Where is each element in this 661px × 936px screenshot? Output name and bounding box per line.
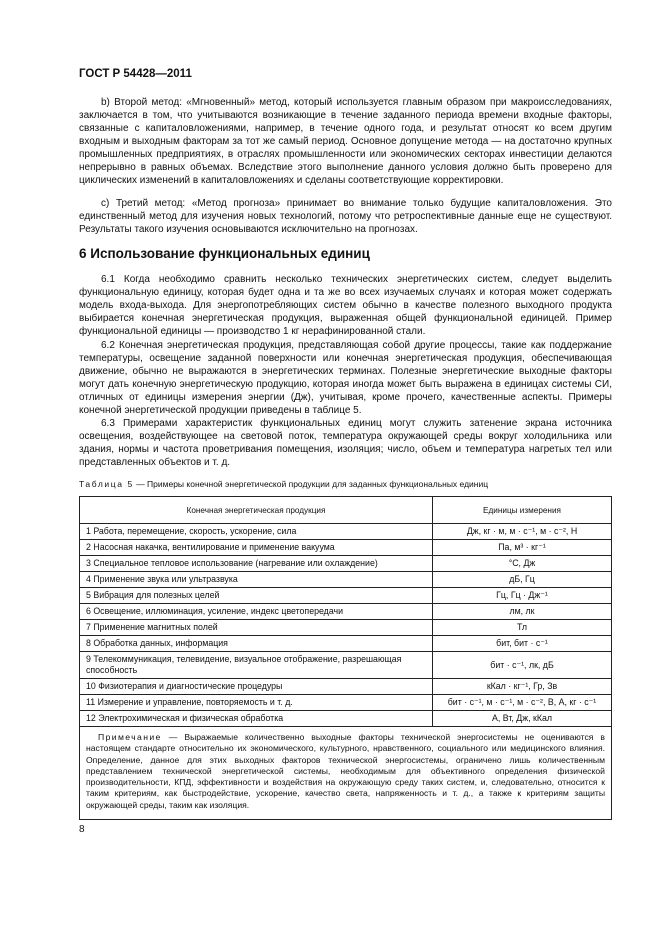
table-row	[80, 572, 612, 588]
note-label: Примечание	[98, 732, 162, 742]
product-cell: 3 Специальное тепловое использование (нагревание или охлаждение)	[80, 556, 433, 572]
product-cell: 9 Телекоммуникация, телевидение, визуальное отображение, разрешающая способность	[80, 652, 433, 679]
table-row	[80, 604, 612, 620]
units-cell: °С, Дж	[433, 556, 612, 572]
energy-products-table	[79, 496, 612, 820]
product-cell: 8 Обработка данных, информация	[80, 636, 433, 652]
table-row	[80, 556, 612, 572]
document-header: ГОСТ Р 54428—2011	[79, 68, 192, 80]
units-cell: дБ, Гц	[433, 572, 612, 588]
product-cell: 4 Применение звука или ультразвука	[80, 572, 433, 588]
product-cell: 2 Насосная накачка, вентилирование и применение вакуума	[80, 540, 433, 556]
product-cell: 12 Электрохимическая и физическая обработка	[80, 711, 433, 727]
units-cell: лм, лк	[433, 604, 612, 620]
product-cell: 7 Применение магнитных полей	[80, 620, 433, 636]
table-row	[80, 695, 612, 711]
note-text: — Выражаемые количественно выходные факторы технической энергосистемы не оцениваются в настоящем стандарте относительно их экономического, культурного, нравственного, социального или медицинского влияния. Определение, данное для этих выходных факторов технической энергосистемы, ограничено лишь количественным представлением технической энергетической системы, необходимым для объективного определения физической производительности, КПД, эффективности и воздействия на окружающую среду таких систем, и, следовательно, относится к таким критериям, как быстродействие, ускорение, качество света, напряженность и т. д., а также к критериям защиты окружающей среды, таким как изоляция.	[86, 732, 605, 810]
product-cell: 6 Освещение, иллюминация, усиление, индекс цветопередачи	[80, 604, 433, 620]
paragraph-6-3: 6.3 Примерами характеристик функциональных единиц могут служить затенение экрана источника освещения, воздействующее на световой поток, температура окружающей среды вокруг холодильника или здания, нормы и частота проветривания помещения, изоляция; число, объем и температура нагретых тел или представленных объектов и т. д.	[79, 418, 612, 468]
units-cell: бит · с⁻¹, м · с⁻¹, м · с⁻², В, А, кг · с⁻¹	[433, 695, 612, 711]
table-row	[80, 524, 612, 540]
product-cell: 5 Вибрация для полезных целей	[80, 588, 433, 604]
page-number: 8	[79, 824, 85, 835]
table-row	[80, 652, 612, 679]
table-row	[80, 636, 612, 652]
units-cell: Гц, Гц · Дж⁻¹	[433, 588, 612, 604]
table-row	[80, 540, 612, 556]
section-title: 6 Использование функциональных единиц	[79, 246, 370, 261]
product-cell: 11 Измерение и управление, повторяемость и т. д.	[80, 695, 433, 711]
table-note-row	[80, 727, 612, 820]
units-cell: Па, м³ · кг⁻¹	[433, 540, 612, 556]
paragraph-method-b: b) Второй метод: «Мгновенный» метод, который используется главным образом при макроисследованиях, заключается в том, что учитываются возникающие в течение заданного периода времени входные факторы, связанные с капиталовложениями, например, в течение одного года, и результат относят ко всем другим входным и выходным факторам за тот же самый период. Основное допущение метода — на достаточно крупных промышленных предприятиях, в отраслях промышленности или экономических секторах инвестиции делаются непрерывно в равных объемах. Вследствие этого выполнение данного условия должно быть проверено для циклических изменений в капиталовложениях и сделаны соответствующие корректировки.	[79, 97, 612, 186]
table-row	[80, 620, 612, 636]
column-header-units: Единицы измерения	[433, 497, 612, 524]
paragraph-6-1: 6.1 Когда необходимо сравнить несколько технических энергетических систем, следует выделить функциональную единицу, которая будет одна и та же во всех изучаемых случаях и которая может содержать модель входа-выхода. Для энергопотребляющих систем обычно в качестве полезного выходного продукта выбирается конечная энергетическая продукция, выраженная общей функциональной единицей. Пример функциональной единицы — производство 1 кг нерафинированной стали.	[79, 274, 612, 337]
units-cell: бит · с⁻¹, лк, дБ	[433, 652, 612, 679]
units-cell: Дж, кг · м, м · с⁻¹, м · с⁻², Н	[433, 524, 612, 540]
product-cell: 10 Физиотерапия и диагностические процедуры	[80, 679, 433, 695]
units-cell: кКал · кг⁻¹, Гр, Зв	[433, 679, 612, 695]
table-row	[80, 711, 612, 727]
table-header-row	[80, 497, 612, 524]
column-header-product: Конечная энергетическая продукция	[80, 497, 433, 524]
product-cell: 1 Работа, перемещение, скорость, ускорение, сила	[80, 524, 433, 540]
units-cell: бит, бит · с⁻¹	[433, 636, 612, 652]
table-note	[80, 727, 612, 820]
table-caption-label: Таблица 5	[79, 479, 134, 489]
table-caption	[79, 479, 488, 489]
table-row	[80, 679, 612, 695]
units-cell: А, Вт, Дж, кКал	[433, 711, 612, 727]
table-caption-text: — Примеры конечной энергетической продукции для заданных функциональных единиц	[133, 479, 489, 489]
units-cell: Тл	[433, 620, 612, 636]
paragraph-method-c: c) Третий метод: «Метод прогноза» принимает во внимание только будущие капиталовложения. Это единственный метод для изучения новых технологий, потому что ретроспективные данные еще не существуют. Результаты такого изучения основываются исключительно на прогнозах.	[79, 198, 612, 235]
paragraph-6-2: 6.2 Конечная энергетическая продукция, представляющая собой другие процессы, такие как поддержание температуры, освещение заданной поверхности или конечная энергетическая продукция, обеспечивающая движение, обычно не выражаются в энергетических терминах. Полезные энергетические выходные факторы могут дать конечную энергетическую продукцию, которая иногда может быть выражена в единицах системы СИ, отличных от единицы измерения энергии (Дж), учитывая, кроме прочего, качественные аспекты. Примеры конечной энергетической продукции приведены в таблице 5.	[79, 340, 612, 416]
table-row	[80, 588, 612, 604]
